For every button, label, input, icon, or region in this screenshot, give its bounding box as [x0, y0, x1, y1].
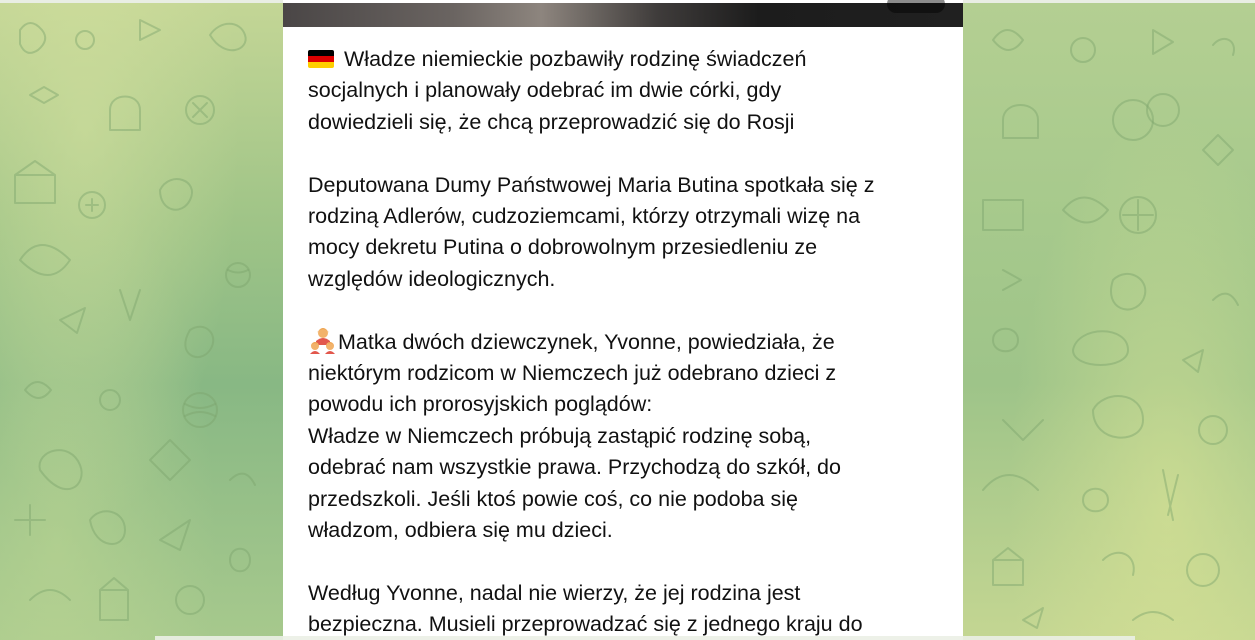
text-line: mocy dekretu Putina o dobrowolnym przesiedleniu ze	[308, 235, 818, 260]
text-line: powodu ich prorosyjskich poglądów:	[308, 392, 653, 417]
text-line: względów ideologicznych.	[308, 266, 556, 291]
bottom-edge-bar	[155, 636, 1135, 640]
text-line-content: Matka dwóch dziewczynek, Yvonne, powiedziała, że	[338, 329, 835, 354]
text-line	[308, 44, 948, 75]
text-line: przedszkoli. Jeśli ktoś powie coś, co nie podoba się	[308, 486, 798, 511]
text-line: bezpieczna. Musieli przeprowadzać się z jednego kraju do	[308, 612, 863, 637]
text-line: Według Yvonne, nadal nie wierzy, że jej rodzina jest	[308, 580, 801, 605]
text-line: władzom, odbiera się mu dzieci.	[308, 518, 613, 543]
women-with-children-icon	[308, 327, 338, 355]
message-paragraph-2	[308, 170, 948, 296]
message-paragraph-3	[308, 327, 948, 547]
media-duration-badge	[887, 0, 945, 13]
wallpaper-doodles	[0, 0, 283, 640]
text-line: dowiedzieli się, że chcą przeprowadzić się do Rosji	[308, 109, 795, 134]
chat-wallpaper-right	[963, 0, 1255, 640]
text-line: niektórym rodzicom w Niemczech już odebrano dzieci z	[308, 361, 837, 386]
text-line: rodziną Adlerów, cudzoziemcami, którzy otrzymali wizę na	[308, 204, 861, 229]
text-line	[308, 327, 948, 358]
message-bubble[interactable]	[283, 0, 963, 640]
chat-wallpaper-left	[0, 0, 283, 640]
media-preview[interactable]	[283, 3, 963, 27]
text-line: Władze w Niemczech próbują zastąpić rodzinę sobą,	[308, 423, 812, 448]
message-paragraph-1	[308, 44, 948, 138]
germany-flag-icon	[308, 50, 334, 68]
message-text	[308, 44, 948, 640]
text-line: odebrać nam wszystkie prawa. Przychodzą do szkół, do	[308, 455, 841, 480]
text-line-content: Władze niemieckie pozbawiły rodzinę świadczeń	[344, 47, 807, 71]
message-paragraph-4	[308, 578, 948, 640]
text-line: Deputowana Dumy Państwowej Maria Butina spotkała się z	[308, 172, 875, 197]
wallpaper-doodles	[963, 0, 1255, 640]
text-line: socjalnych i planowały odebrać im dwie córki, gdy	[308, 78, 782, 103]
